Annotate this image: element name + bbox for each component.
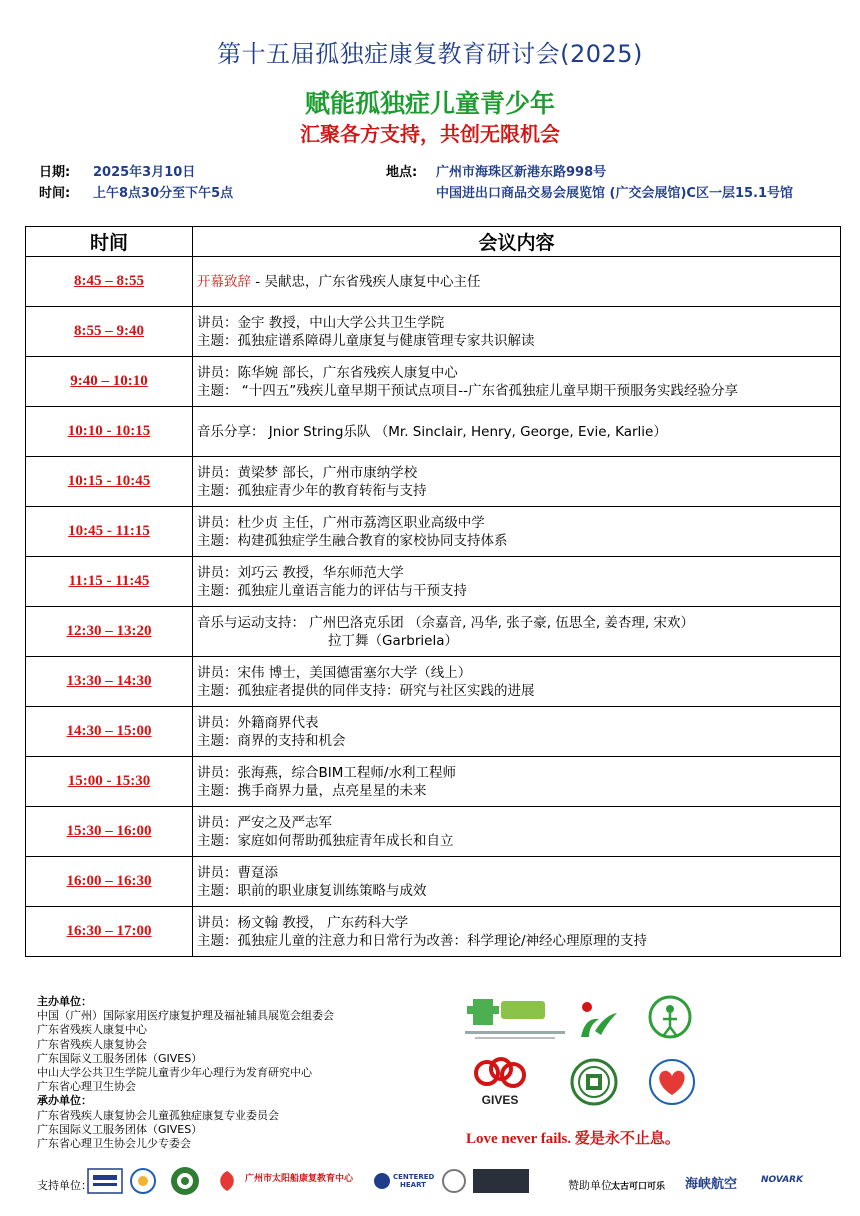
agenda-line-text: 讲员：张海燕，综合BIM工程师/水利工程师 — [197, 764, 456, 781]
agenda-line: 主题：职前的职业康复训练策略与成效 — [197, 882, 427, 899]
agenda-time: 15:30 – 16:00 — [26, 807, 193, 857]
time-value: 上午8点30分至下午5点 — [93, 186, 234, 201]
agenda-row — [26, 557, 841, 607]
agenda-line-text: - 吴献忠，广东省残疾人康复中心主任 — [251, 273, 481, 290]
agenda-line-text: 讲员：外籍商界代表 — [197, 714, 319, 731]
rehab-center-logo — [575, 997, 619, 1041]
agenda-line — [197, 714, 836, 732]
agenda-content — [193, 557, 841, 607]
co-organizer-item: 广东省心理卫生协会儿少专委会 — [37, 1137, 191, 1151]
page-title: 第十五届孤独症康复教育研讨会(2025) — [217, 40, 643, 68]
venue-row — [436, 182, 793, 201]
agenda-content — [193, 407, 841, 457]
page-slogan: 汇聚各方支持，共创无限机会 — [300, 122, 560, 146]
agenda-time: 16:00 – 16:30 — [26, 857, 193, 907]
host-item: 中山大学公共卫生学院儿童青少年心理行为发育研究中心 — [37, 1066, 312, 1080]
agenda-line: 主题：家庭如何帮助孤独症青年成长和自立 — [197, 832, 454, 849]
agenda-line — [197, 564, 836, 582]
agenda-row — [26, 857, 841, 907]
agenda-line — [197, 764, 836, 782]
agenda-line-text: 讲员：杜少贞 主任，广州市荔湾区职业高级中学 — [197, 514, 485, 531]
agenda-line: 主题：构建孤独症学生融合教育的家校协同支持体系 — [197, 532, 508, 549]
agenda-line: 主题：孤独症青少年的教育转衔与支持 — [197, 482, 427, 499]
host-label: 主办单位： — [37, 995, 92, 1008]
dark-brand-logo — [473, 1167, 529, 1195]
location-value: 广州市海珠区新港东路998号 — [436, 165, 607, 180]
agenda-line — [197, 864, 836, 882]
agenda-time: 15:00 - 15:30 — [26, 757, 193, 807]
swirl-logo — [441, 1167, 467, 1195]
agenda-content — [193, 357, 841, 407]
agenda-line — [197, 464, 836, 482]
agenda-line: 主题： “十四五”残疾儿童早期干预试点项目--广东省孤独症儿童早期干预服务实践经验分享 — [197, 382, 739, 399]
agenda-line-text: 讲员：曹趸添 — [197, 864, 278, 881]
page-subtitle: 赋能孤独症儿童青少年 — [304, 89, 555, 118]
agenda-content — [193, 457, 841, 507]
agenda-content — [193, 257, 841, 307]
haixia-airlines-logo: 海峡航空 — [685, 1177, 738, 1192]
support-badge-logo — [129, 1167, 157, 1195]
agenda-row — [26, 357, 841, 407]
agenda-content — [193, 507, 841, 557]
date-value: 2025年3月10日 — [93, 165, 196, 180]
venue-value: 中国进出口商品交易会展览馆 (广交会展馆)C区一层15.1号馆 — [436, 186, 794, 201]
agenda-time: 14:30 – 15:00 — [26, 707, 193, 757]
host-item: 广东省心理卫生协会 — [37, 1080, 136, 1094]
agenda-line-text: 讲员：严安之及严志军 — [197, 814, 332, 831]
supporters-bar — [37, 1163, 837, 1197]
agenda-time: 12:30 – 13:20 — [26, 607, 193, 657]
time-label: 时间: — [39, 186, 71, 201]
agenda-content — [193, 307, 841, 357]
host-item: 广东国际义工服务团体（GIVES） — [37, 1051, 203, 1065]
agenda-row — [26, 507, 841, 557]
co-organizer-item: 广东省残疾人康复协会儿童孤独症康复专业委员会 — [37, 1108, 279, 1122]
swire-coca-cola-text: 太古可口可乐 — [611, 1182, 666, 1192]
co-organizer-label: 承办单位： — [37, 1094, 92, 1108]
date-row — [39, 161, 195, 180]
agenda-time: 11:15 - 11:45 — [26, 557, 193, 607]
agenda-line-text: 讲员：宋伟 博士，美国德雷塞尔大学（线上） — [197, 664, 472, 681]
location-label: 地点: — [386, 165, 418, 180]
love-slogan: Love never fails. 爱是永不止息。 — [466, 1131, 680, 1147]
agenda-content — [193, 907, 841, 957]
agenda-time: 10:10 - 10:15 — [26, 407, 193, 457]
agenda-line — [197, 273, 836, 291]
agenda-line — [197, 423, 836, 441]
agenda-content — [193, 807, 841, 857]
agenda-line-text: 讲员：黄梁梦 部长，广州市康纳学校 — [197, 464, 418, 481]
agenda-line — [197, 314, 836, 332]
centered-heart-logo: CENTERED HEART — [393, 1173, 435, 1189]
lotus-logo — [213, 1167, 241, 1195]
organizer-logos — [465, 995, 735, 1115]
agenda-line-text: 讲员：刘巧云 教授，华东师范大学 — [197, 564, 404, 581]
agenda-line-text: 音乐与运动支持： 广州巴洛克乐团 （佘嘉音, 冯华, 张子豪, 伍思全, 姜杏理, 宋欢） — [197, 614, 694, 631]
time-column-header: 时间 — [26, 227, 193, 257]
agenda-content — [193, 607, 841, 657]
agenda-line-text: 讲员：金宇 教授，中山大学公共卫生学院 — [197, 314, 445, 331]
agenda-row — [26, 807, 841, 857]
host-item: 中国（广州）国际家用医疗康复护理及福祉辅具展览会组委会 — [37, 1009, 334, 1023]
agenda-time: 9:40 – 10:10 — [26, 357, 193, 407]
agenda-row — [26, 457, 841, 507]
opening-speech-label: 开幕致辞 — [197, 273, 251, 290]
agenda-line: 拉丁舞（Garbriela） — [328, 632, 458, 649]
agenda-time: 8:55 – 9:40 — [26, 307, 193, 357]
agenda-time: 13:30 – 14:30 — [26, 657, 193, 707]
gives-text: GIVES — [481, 1093, 519, 1107]
agenda-row — [26, 757, 841, 807]
agenda-line: 主题：孤独症儿童语言能力的评估与干预支持 — [197, 582, 467, 599]
agenda-content — [193, 757, 841, 807]
agenda-time: 10:15 - 10:45 — [26, 457, 193, 507]
novark-logo: NOVARK — [761, 1175, 804, 1185]
agenda-content — [193, 707, 841, 757]
agenda-row — [26, 307, 841, 357]
agenda-content — [193, 657, 841, 707]
agenda-line: 主题：孤独症者提供的同伴支持：研究与社区实践的进展 — [197, 682, 535, 699]
agenda-line: 主题：携手商界力量，点亮星星的未来 — [197, 782, 427, 799]
agenda-line — [197, 814, 836, 832]
location-row — [386, 161, 606, 180]
agenda-line-text: 讲员：陈华婉 部长，广东省残疾人康复中心 — [197, 364, 458, 381]
agenda-line: 主题：孤独症谱系障碍儿童康复与健康管理专家共识解读 — [197, 332, 535, 349]
agenda-content — [193, 857, 841, 907]
agenda-line — [197, 364, 836, 382]
centered-heart-icon — [373, 1172, 391, 1190]
agenda-time: 16:30 – 17:00 — [26, 907, 193, 957]
agenda-line — [197, 614, 836, 632]
agenda-time: 10:45 - 11:15 — [26, 507, 193, 557]
agenda-line — [197, 914, 836, 932]
host-item: 广东省残疾人康复协会 — [37, 1037, 147, 1051]
time-row — [39, 182, 233, 201]
agenda-line: 主题：商界的支持和机会 — [197, 732, 346, 749]
abaaa-logo — [87, 1167, 123, 1195]
rehacare-logo — [465, 995, 565, 1045]
guangzhou-center-logo: 广州市太阳船康复教育中心 — [245, 1174, 354, 1184]
agenda-row — [26, 607, 841, 657]
agenda-line — [197, 514, 836, 532]
agenda-table — [25, 226, 841, 957]
agenda-row — [26, 407, 841, 457]
content-column-header: 会议内容 — [193, 227, 841, 257]
agenda-body — [26, 257, 841, 957]
rehab-association-logo — [645, 995, 695, 1045]
co-organizer-item: 广东国际义工服务团体（GIVES） — [37, 1122, 203, 1136]
support-label: 支持单位： — [37, 1179, 92, 1192]
sponsor-label: 赞助单位 — [568, 1179, 612, 1192]
gives-logo — [469, 1057, 531, 1109]
agenda-row — [26, 907, 841, 957]
agenda-line: 主题：孤独症儿童的注意力和日常行为改善：科学理论/神经心理原理的支持 — [197, 932, 648, 949]
agenda-time: 8:45 – 8:55 — [26, 257, 193, 307]
mental-health-logo — [645, 1057, 699, 1107]
agenda-row — [26, 257, 841, 307]
sysu-logo — [569, 1057, 619, 1107]
agenda-row — [26, 657, 841, 707]
date-label: 日期: — [39, 165, 71, 180]
host-item: 广东省残疾人康复中心 — [37, 1023, 147, 1037]
swire-coca-cola-logo — [611, 1165, 665, 1192]
agenda-line — [197, 664, 836, 682]
agenda-row — [26, 707, 841, 757]
agenda-header-row — [26, 227, 841, 257]
organizers-block — [37, 995, 334, 1151]
emblem-logo — [169, 1165, 201, 1197]
agenda-line-text: 音乐分享： Jnior String乐队 （Mr. Sinclair, Henry, George, Evie, Karlie） — [197, 423, 667, 440]
agenda-line-text: 讲员：杨文翰 教授， 广东药科大学 — [197, 914, 409, 931]
